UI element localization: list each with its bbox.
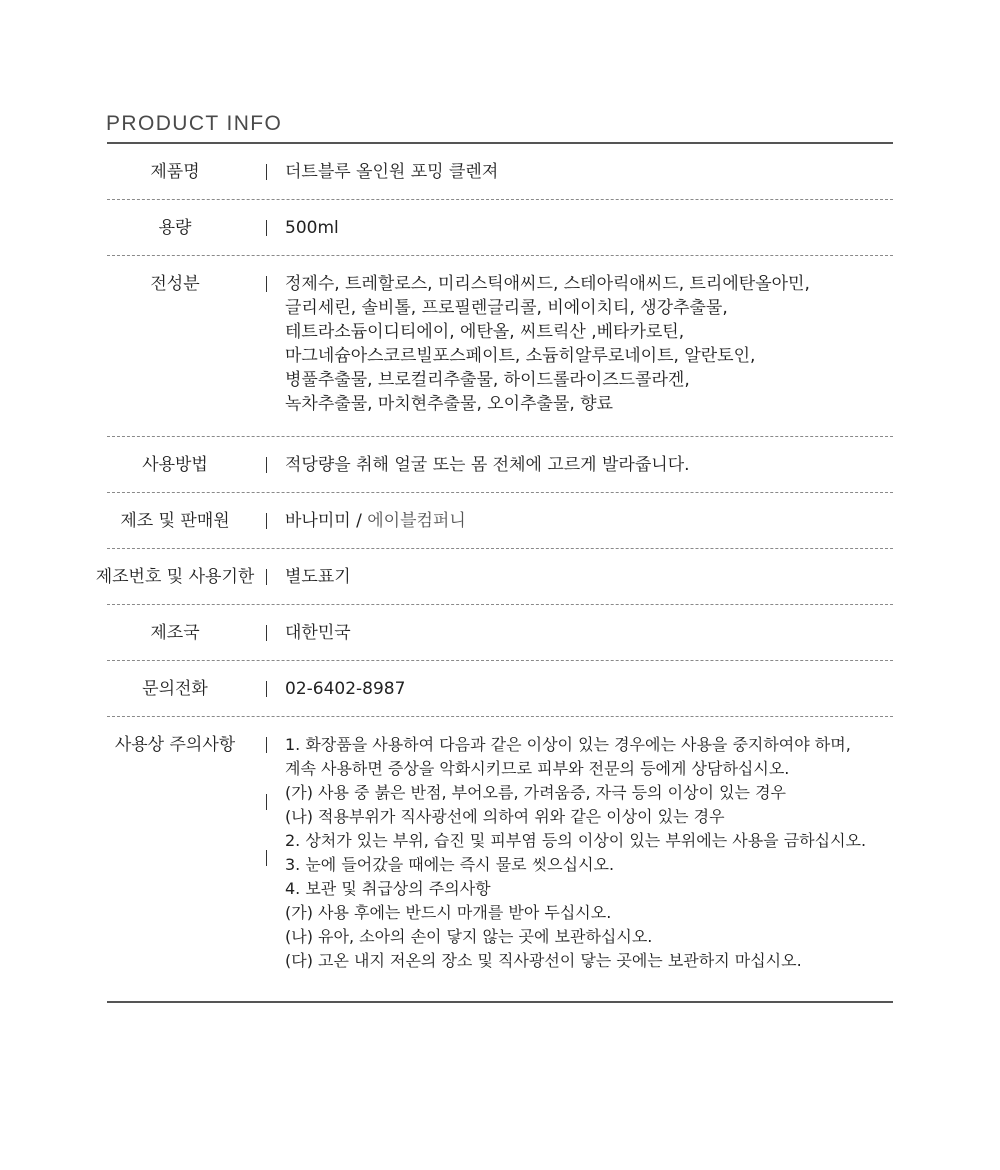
value-line: 병풀추출물, 브로컬리추출물, 하이드롤라이즈드콜라겐, — [285, 370, 690, 390]
value-line: (나) 유아, 소아의 손이 닿지 않는 곳에 보관하십시오. — [285, 927, 653, 946]
row-divider — [107, 604, 893, 605]
row-label: 문의전화 — [142, 679, 208, 699]
row-divider — [107, 548, 893, 549]
row-value — [285, 509, 466, 533]
row-value — [285, 272, 810, 416]
row-divider — [107, 436, 893, 437]
separator-bar — [266, 625, 267, 641]
value-line: 글리세린, 솔비톨, 프로필렌글리콜, 비에이치티, 생강추출물, — [285, 298, 728, 318]
value-line: 2. 상처가 있는 부위, 습진 및 피부염 등의 이상이 있는 부위에는 사용을 금하십시오. — [285, 831, 867, 850]
value-line: (가) 사용 후에는 반드시 마개를 받아 두십시오. — [285, 903, 612, 922]
value-line: 녹차추출물, 마치현추출물, 오이추출물, 향료 — [285, 394, 614, 414]
row-value — [285, 621, 351, 645]
value-line: 1. 화장품을 사용하여 다음과 같은 이상이 있는 경우에는 사용을 중지하여야 하며, — [285, 735, 851, 754]
row-label: 사용상 주의사항 — [114, 735, 236, 755]
value-line: 대한민국 — [285, 623, 351, 643]
value-line: 마그네슘아스코르빌포스페이트, 소듐히알루로네이트, 알란토인, — [285, 346, 756, 366]
value-line: 정제수, 트레할로스, 미리스틱애씨드, 스테아릭애씨드, 트리에탄올아민, — [285, 274, 810, 294]
separator-bar — [266, 569, 267, 585]
row-label: 제품명 — [150, 162, 200, 182]
row-label: 제조번호 및 사용기한 — [95, 567, 255, 587]
value-line: 02-6402-8987 — [285, 679, 406, 699]
value-line: 더트블루 올인원 포밍 클렌져 — [285, 162, 499, 182]
row-divider — [107, 492, 893, 493]
separator-bar — [266, 681, 267, 697]
row-label: 제조국 — [150, 623, 200, 643]
row-label: 용량 — [158, 218, 192, 238]
value-line: (가) 사용 중 붉은 반점, 부어오름, 가려움증, 자극 등의 이상이 있는 경우 — [285, 783, 787, 802]
row-label: 사용방법 — [142, 455, 208, 475]
row-value — [285, 453, 690, 477]
row-label: 제조 및 판매원 — [120, 511, 230, 531]
manufacturer-name: 바나미미 / — [285, 511, 368, 531]
bottom-divider — [107, 1001, 893, 1003]
value-line: 500ml — [285, 218, 339, 238]
value-line: 4. 보관 및 취급상의 주의사항 — [285, 879, 491, 898]
distributor-name: 에이블컴퍼니 — [367, 511, 466, 531]
row-value — [285, 565, 351, 589]
separator-bar — [266, 794, 267, 810]
section-title: PRODUCT INFO — [106, 112, 283, 135]
value-line: 별도표기 — [285, 567, 351, 587]
row-divider — [107, 660, 893, 661]
row-divider — [107, 255, 893, 256]
value-line: (나) 적용부위가 직사광선에 의하여 위와 같은 이상이 있는 경우 — [285, 807, 725, 826]
row-divider — [107, 199, 893, 200]
separator-bar — [266, 737, 267, 753]
separator-bar — [266, 850, 267, 866]
separator-bar — [266, 220, 267, 236]
value-line: 3. 눈에 들어갔을 때에는 즉시 물로 씻으십시오. — [285, 855, 615, 874]
top-divider — [107, 142, 893, 144]
row-value — [285, 216, 339, 240]
value-line: 계속 사용하면 증상을 악화시키므로 피부와 전문의 등에게 상담하십시오. — [285, 759, 790, 778]
separator-bar — [266, 457, 267, 473]
separator-bar — [266, 276, 267, 292]
value-line: 적당량을 취해 얼굴 또는 몸 전체에 고르게 발라줍니다. — [285, 455, 690, 475]
row-label: 전성분 — [150, 274, 200, 294]
row-value — [285, 160, 498, 184]
value-line: 테트라소듐이디티에이, 에탄올, 씨트릭산 ,베타카로틴, — [285, 322, 685, 342]
value-line: (다) 고온 내지 저온의 장소 및 직사광선이 닿는 곳에는 보관하지 마십시오. — [285, 951, 802, 970]
row-value — [285, 677, 405, 701]
separator-bar — [266, 164, 267, 180]
row-divider — [107, 716, 893, 717]
separator-bar — [266, 513, 267, 529]
row-value — [285, 733, 866, 973]
